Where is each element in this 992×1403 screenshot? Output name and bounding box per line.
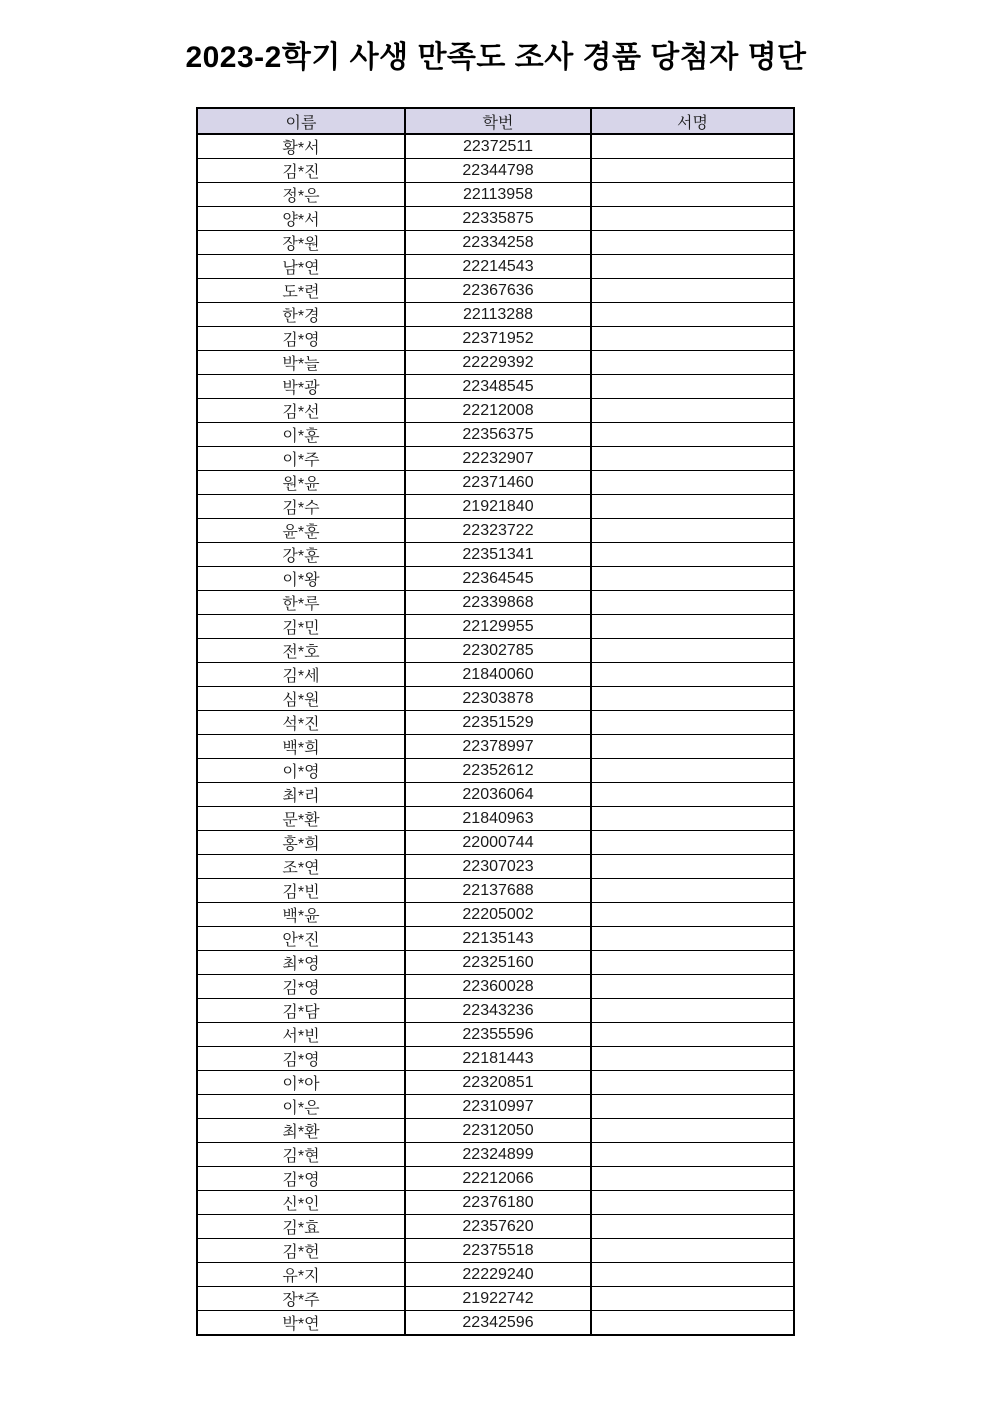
winner-name-cell: 최*리 xyxy=(197,783,405,807)
student-id-cell: 22375518 xyxy=(405,1239,591,1263)
winner-name-cell: 이*아 xyxy=(197,1071,405,1095)
winner-name-cell: 최*환 xyxy=(197,1119,405,1143)
table-row xyxy=(197,1119,794,1143)
winner-name-cell: 김*영 xyxy=(197,327,405,351)
winner-name-cell: 정*은 xyxy=(197,183,405,207)
signature-cell xyxy=(591,1239,794,1263)
table-row xyxy=(197,471,794,495)
student-id-cell: 22229240 xyxy=(405,1263,591,1287)
table-row xyxy=(197,711,794,735)
table-row xyxy=(197,1095,794,1119)
table-row xyxy=(197,903,794,927)
student-id-cell: 22137688 xyxy=(405,879,591,903)
winner-name-cell: 원*윤 xyxy=(197,471,405,495)
table-row xyxy=(197,927,794,951)
table-row xyxy=(197,255,794,279)
student-id-cell: 22000744 xyxy=(405,831,591,855)
signature-cell xyxy=(591,447,794,471)
winner-name-cell: 강*훈 xyxy=(197,543,405,567)
winner-name-cell: 장*주 xyxy=(197,1287,405,1311)
student-id-cell: 22324899 xyxy=(405,1143,591,1167)
signature-cell xyxy=(591,879,794,903)
signature-cell xyxy=(591,567,794,591)
student-id-cell: 22360028 xyxy=(405,975,591,999)
student-id-cell: 22356375 xyxy=(405,423,591,447)
winner-name-cell: 이*주 xyxy=(197,447,405,471)
table-row xyxy=(197,567,794,591)
signature-cell xyxy=(591,351,794,375)
signature-cell xyxy=(591,1191,794,1215)
signature-cell xyxy=(591,399,794,423)
table-row xyxy=(197,1263,794,1287)
signature-cell xyxy=(591,1263,794,1287)
table-row xyxy=(197,759,794,783)
table-row xyxy=(197,591,794,615)
student-id-cell: 22339868 xyxy=(405,591,591,615)
student-id-cell: 22135143 xyxy=(405,927,591,951)
student-id-cell: 22352612 xyxy=(405,759,591,783)
winner-name-cell: 양*서 xyxy=(197,207,405,231)
table-row xyxy=(197,1191,794,1215)
winner-name-cell: 김*담 xyxy=(197,999,405,1023)
signature-cell xyxy=(591,327,794,351)
signature-cell xyxy=(591,183,794,207)
winner-name-cell: 김*영 xyxy=(197,975,405,999)
signature-cell xyxy=(591,615,794,639)
table-row xyxy=(197,1071,794,1095)
signature-cell xyxy=(591,855,794,879)
student-id-cell: 22335875 xyxy=(405,207,591,231)
signature-cell xyxy=(591,1047,794,1071)
table-row xyxy=(197,687,794,711)
table-row xyxy=(197,615,794,639)
winner-name-cell: 홍*희 xyxy=(197,831,405,855)
winner-name-cell: 이*은 xyxy=(197,1095,405,1119)
winner-name-cell: 이*왕 xyxy=(197,567,405,591)
table-row xyxy=(197,1143,794,1167)
table-row xyxy=(197,495,794,519)
table-row xyxy=(197,1047,794,1071)
student-id-cell: 22357620 xyxy=(405,1215,591,1239)
table-row xyxy=(197,1215,794,1239)
winner-name-cell: 김*선 xyxy=(197,399,405,423)
winner-name-cell: 한*경 xyxy=(197,303,405,327)
table-row xyxy=(197,1287,794,1311)
winner-name-cell: 조*연 xyxy=(197,855,405,879)
table-row xyxy=(197,735,794,759)
table-row xyxy=(197,183,794,207)
table-row xyxy=(197,975,794,999)
student-id-cell: 22181443 xyxy=(405,1047,591,1071)
signature-cell xyxy=(591,999,794,1023)
signature-cell xyxy=(591,519,794,543)
table-header-row xyxy=(197,108,794,134)
signature-cell xyxy=(591,975,794,999)
signature-cell xyxy=(591,303,794,327)
student-id-cell: 22323722 xyxy=(405,519,591,543)
winner-name-cell: 유*지 xyxy=(197,1263,405,1287)
table-row xyxy=(197,207,794,231)
table-row xyxy=(197,543,794,567)
winner-name-cell: 김*세 xyxy=(197,663,405,687)
student-id-cell: 22364545 xyxy=(405,567,591,591)
table-row xyxy=(197,423,794,447)
winner-name-cell: 김*민 xyxy=(197,615,405,639)
student-id-cell: 22303878 xyxy=(405,687,591,711)
winner-name-cell: 김*진 xyxy=(197,159,405,183)
student-id-cell: 22371460 xyxy=(405,471,591,495)
signature-cell xyxy=(591,639,794,663)
student-id-cell: 22342596 xyxy=(405,1311,591,1336)
signature-cell xyxy=(591,231,794,255)
student-id-cell: 21921840 xyxy=(405,495,591,519)
student-id-cell: 22371952 xyxy=(405,327,591,351)
table-row xyxy=(197,447,794,471)
student-id-cell: 21840060 xyxy=(405,663,591,687)
winner-name-cell: 황*서 xyxy=(197,134,405,159)
winner-name-cell: 박*광 xyxy=(197,375,405,399)
signature-cell xyxy=(591,831,794,855)
student-id-cell: 22348545 xyxy=(405,375,591,399)
winner-name-cell: 박*연 xyxy=(197,1311,405,1336)
student-id-cell: 22036064 xyxy=(405,783,591,807)
table-row xyxy=(197,951,794,975)
student-id-cell: 22232907 xyxy=(405,447,591,471)
student-id-cell: 22376180 xyxy=(405,1191,591,1215)
signature-cell xyxy=(591,1071,794,1095)
signature-cell xyxy=(591,423,794,447)
page-title: 2023-2학기 사생 만족도 조사 경품 당첨자 명단 xyxy=(185,41,807,74)
signature-cell xyxy=(591,759,794,783)
winner-name-cell: 김*효 xyxy=(197,1215,405,1239)
winner-name-cell: 윤*훈 xyxy=(197,519,405,543)
table-row xyxy=(197,231,794,255)
table-row xyxy=(197,327,794,351)
signature-cell xyxy=(591,927,794,951)
winner-name-cell: 신*인 xyxy=(197,1191,405,1215)
student-id-cell: 22214543 xyxy=(405,255,591,279)
student-id-cell: 22310997 xyxy=(405,1095,591,1119)
winner-name-cell: 한*루 xyxy=(197,591,405,615)
signature-cell xyxy=(591,1119,794,1143)
signature-cell xyxy=(591,255,794,279)
student-id-cell: 22113288 xyxy=(405,303,591,327)
table-row xyxy=(197,855,794,879)
winner-name-cell: 김*현 xyxy=(197,1143,405,1167)
table-row xyxy=(197,399,794,423)
table-row xyxy=(197,999,794,1023)
table-row xyxy=(197,159,794,183)
student-id-cell: 22355596 xyxy=(405,1023,591,1047)
table-row xyxy=(197,279,794,303)
winner-name-cell: 백*윤 xyxy=(197,903,405,927)
winner-name-cell: 최*영 xyxy=(197,951,405,975)
student-id-cell: 22212008 xyxy=(405,399,591,423)
winner-name-cell: 남*연 xyxy=(197,255,405,279)
student-id-cell: 22205002 xyxy=(405,903,591,927)
table-row xyxy=(197,783,794,807)
column-header-signature: 서명 xyxy=(591,108,794,134)
signature-cell xyxy=(591,1287,794,1311)
student-id-cell: 22129955 xyxy=(405,615,591,639)
table-row xyxy=(197,134,794,159)
winner-name-cell: 김*영 xyxy=(197,1167,405,1191)
student-id-cell: 22229392 xyxy=(405,351,591,375)
winner-name-cell: 심*원 xyxy=(197,687,405,711)
student-id-cell: 22320851 xyxy=(405,1071,591,1095)
signature-cell xyxy=(591,134,794,159)
table-row xyxy=(197,879,794,903)
winner-name-cell: 이*훈 xyxy=(197,423,405,447)
signature-cell xyxy=(591,735,794,759)
table-row xyxy=(197,303,794,327)
student-id-cell: 22325160 xyxy=(405,951,591,975)
winner-name-cell: 석*진 xyxy=(197,711,405,735)
signature-cell xyxy=(591,687,794,711)
table-body xyxy=(197,134,794,1335)
signature-cell xyxy=(591,903,794,927)
signature-cell xyxy=(591,279,794,303)
winner-name-cell: 백*희 xyxy=(197,735,405,759)
winners-table xyxy=(196,107,795,1336)
table-row xyxy=(197,1239,794,1263)
student-id-cell: 22312050 xyxy=(405,1119,591,1143)
signature-cell xyxy=(591,1215,794,1239)
table-row xyxy=(197,831,794,855)
student-id-cell: 21922742 xyxy=(405,1287,591,1311)
table-row xyxy=(197,519,794,543)
student-id-cell: 22351341 xyxy=(405,543,591,567)
signature-cell xyxy=(591,591,794,615)
signature-cell xyxy=(591,951,794,975)
winner-name-cell: 김*영 xyxy=(197,1047,405,1071)
student-id-cell: 22367636 xyxy=(405,279,591,303)
student-id-cell: 22113958 xyxy=(405,183,591,207)
signature-cell xyxy=(591,471,794,495)
winner-name-cell: 도*련 xyxy=(197,279,405,303)
student-id-cell: 22343236 xyxy=(405,999,591,1023)
student-id-cell: 22212066 xyxy=(405,1167,591,1191)
winner-name-cell: 김*수 xyxy=(197,495,405,519)
signature-cell xyxy=(591,807,794,831)
signature-cell xyxy=(591,711,794,735)
table-row xyxy=(197,639,794,663)
column-header-student-id: 학번 xyxy=(405,108,591,134)
signature-cell xyxy=(591,1095,794,1119)
student-id-cell: 22372511 xyxy=(405,134,591,159)
student-id-cell: 21840963 xyxy=(405,807,591,831)
table-row xyxy=(197,1167,794,1191)
signature-cell xyxy=(591,783,794,807)
table-row xyxy=(197,1023,794,1047)
table-row xyxy=(197,807,794,831)
winner-name-cell: 서*빈 xyxy=(197,1023,405,1047)
signature-cell xyxy=(591,543,794,567)
student-id-cell: 22302785 xyxy=(405,639,591,663)
signature-cell xyxy=(591,1143,794,1167)
signature-cell xyxy=(591,495,794,519)
signature-cell xyxy=(591,1167,794,1191)
student-id-cell: 22351529 xyxy=(405,711,591,735)
student-id-cell: 22334258 xyxy=(405,231,591,255)
winner-name-cell: 안*진 xyxy=(197,927,405,951)
signature-cell xyxy=(591,663,794,687)
signature-cell xyxy=(591,375,794,399)
signature-cell xyxy=(591,1023,794,1047)
winner-name-cell: 김*빈 xyxy=(197,879,405,903)
signature-cell xyxy=(591,1311,794,1336)
student-id-cell: 22344798 xyxy=(405,159,591,183)
student-id-cell: 22307023 xyxy=(405,855,591,879)
winner-name-cell: 장*원 xyxy=(197,231,405,255)
winner-name-cell: 김*헌 xyxy=(197,1239,405,1263)
student-id-cell: 22378997 xyxy=(405,735,591,759)
table-row xyxy=(197,1311,794,1336)
table-row xyxy=(197,351,794,375)
signature-cell xyxy=(591,159,794,183)
winner-name-cell: 문*환 xyxy=(197,807,405,831)
table-row xyxy=(197,663,794,687)
signature-cell xyxy=(591,207,794,231)
table-row xyxy=(197,375,794,399)
winner-name-cell: 전*호 xyxy=(197,639,405,663)
winner-name-cell: 이*영 xyxy=(197,759,405,783)
column-header-name: 이름 xyxy=(197,108,405,134)
winner-name-cell: 박*늘 xyxy=(197,351,405,375)
